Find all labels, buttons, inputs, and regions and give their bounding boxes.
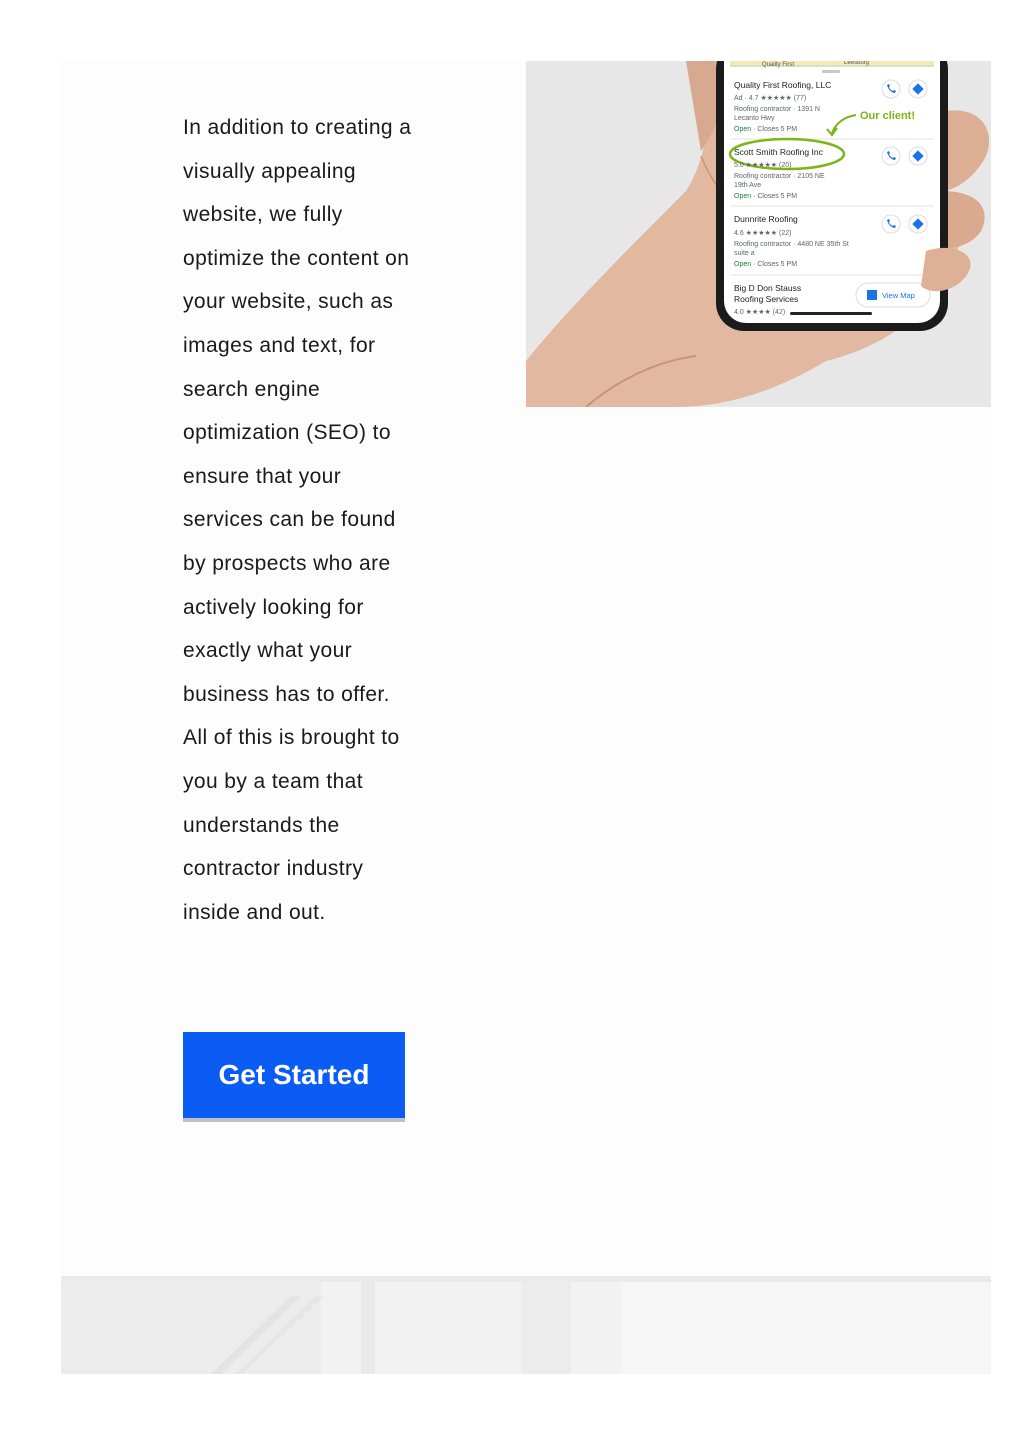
listing-2-status-open: Open bbox=[734, 193, 752, 200]
listing-1-status-rest: · Closes 5 PM bbox=[751, 126, 798, 133]
listing-1-phone-icon[interactable] bbox=[882, 80, 900, 98]
listing-1-rating: Ad · 4.7 ★★★★★ (77) bbox=[734, 95, 807, 102]
listing-3-status-open: Open bbox=[734, 261, 752, 268]
map-place-label: Quality First bbox=[762, 62, 795, 68]
listing-2-address-1: Roofing contractor · 2105 NE bbox=[734, 173, 825, 180]
listing-3-address-1: Roofing contractor · 4480 NE 35th St bbox=[734, 241, 849, 248]
hero-image-phone-in-hand bbox=[526, 61, 991, 407]
listing-2-phone-icon[interactable] bbox=[882, 147, 900, 165]
listing-2-rating: 5.0 ★★★★★ (20) bbox=[734, 162, 792, 169]
listing-2-name[interactable]: Scott Smith Roofing Inc bbox=[734, 147, 823, 157]
listing-3-phone-icon[interactable] bbox=[882, 215, 900, 233]
listing-1-directions-icon[interactable] bbox=[909, 80, 927, 98]
map-place-label-right: Leesburg bbox=[844, 61, 870, 66]
listing-2-address-2: 19th Ave bbox=[734, 182, 762, 189]
bottom-background-image bbox=[61, 1276, 991, 1374]
listing-2-status bbox=[734, 193, 797, 200]
listing-3-address-2: suite a bbox=[734, 250, 755, 257]
listing-1-status-open: Open bbox=[734, 126, 752, 133]
listing-3-status bbox=[734, 261, 797, 268]
listing-3-name[interactable]: Dunnrite Roofing bbox=[734, 214, 798, 224]
listing-1-address-1: Roofing contractor · 1391 N bbox=[734, 106, 820, 113]
listing-4-rating: 4.0 ★★★★ (42) bbox=[734, 309, 786, 316]
listing-1-name[interactable]: Quality First Roofing, LLC bbox=[734, 80, 832, 90]
listing-3-rating: 4.6 ★★★★★ (22) bbox=[734, 230, 792, 237]
listing-1-status bbox=[734, 126, 797, 133]
listing-3-directions-icon[interactable] bbox=[909, 215, 927, 233]
callout-label: Our client! bbox=[860, 110, 916, 122]
map-icon bbox=[867, 290, 877, 300]
view-map-label: View Map bbox=[882, 291, 915, 300]
get-started-button[interactable]: Get Started bbox=[183, 1032, 405, 1118]
listing-1-address-2: Lecanto Hwy bbox=[734, 115, 775, 122]
view-map-button[interactable] bbox=[856, 283, 930, 307]
listing-4-name[interactable]: Big D Don Stauss bbox=[734, 283, 802, 293]
listing-3-status-rest: · Closes 5 PM bbox=[751, 261, 798, 268]
listing-2-directions-icon[interactable] bbox=[909, 147, 927, 165]
listing-2-status-rest: · Closes 5 PM bbox=[751, 193, 798, 200]
listing-4-name-line-2: Roofing Services bbox=[734, 294, 799, 304]
body-paragraph: In addition to creating a visually appealing website, we fully optimize the content on your website, such as images and text, for search engine optimization (SEO) to ensure that your services can be found by prospects who are actively looking for exactly what your business has to offer. All of this is brought to you by a team that understands the contractor industry inside and out. bbox=[183, 116, 412, 924]
